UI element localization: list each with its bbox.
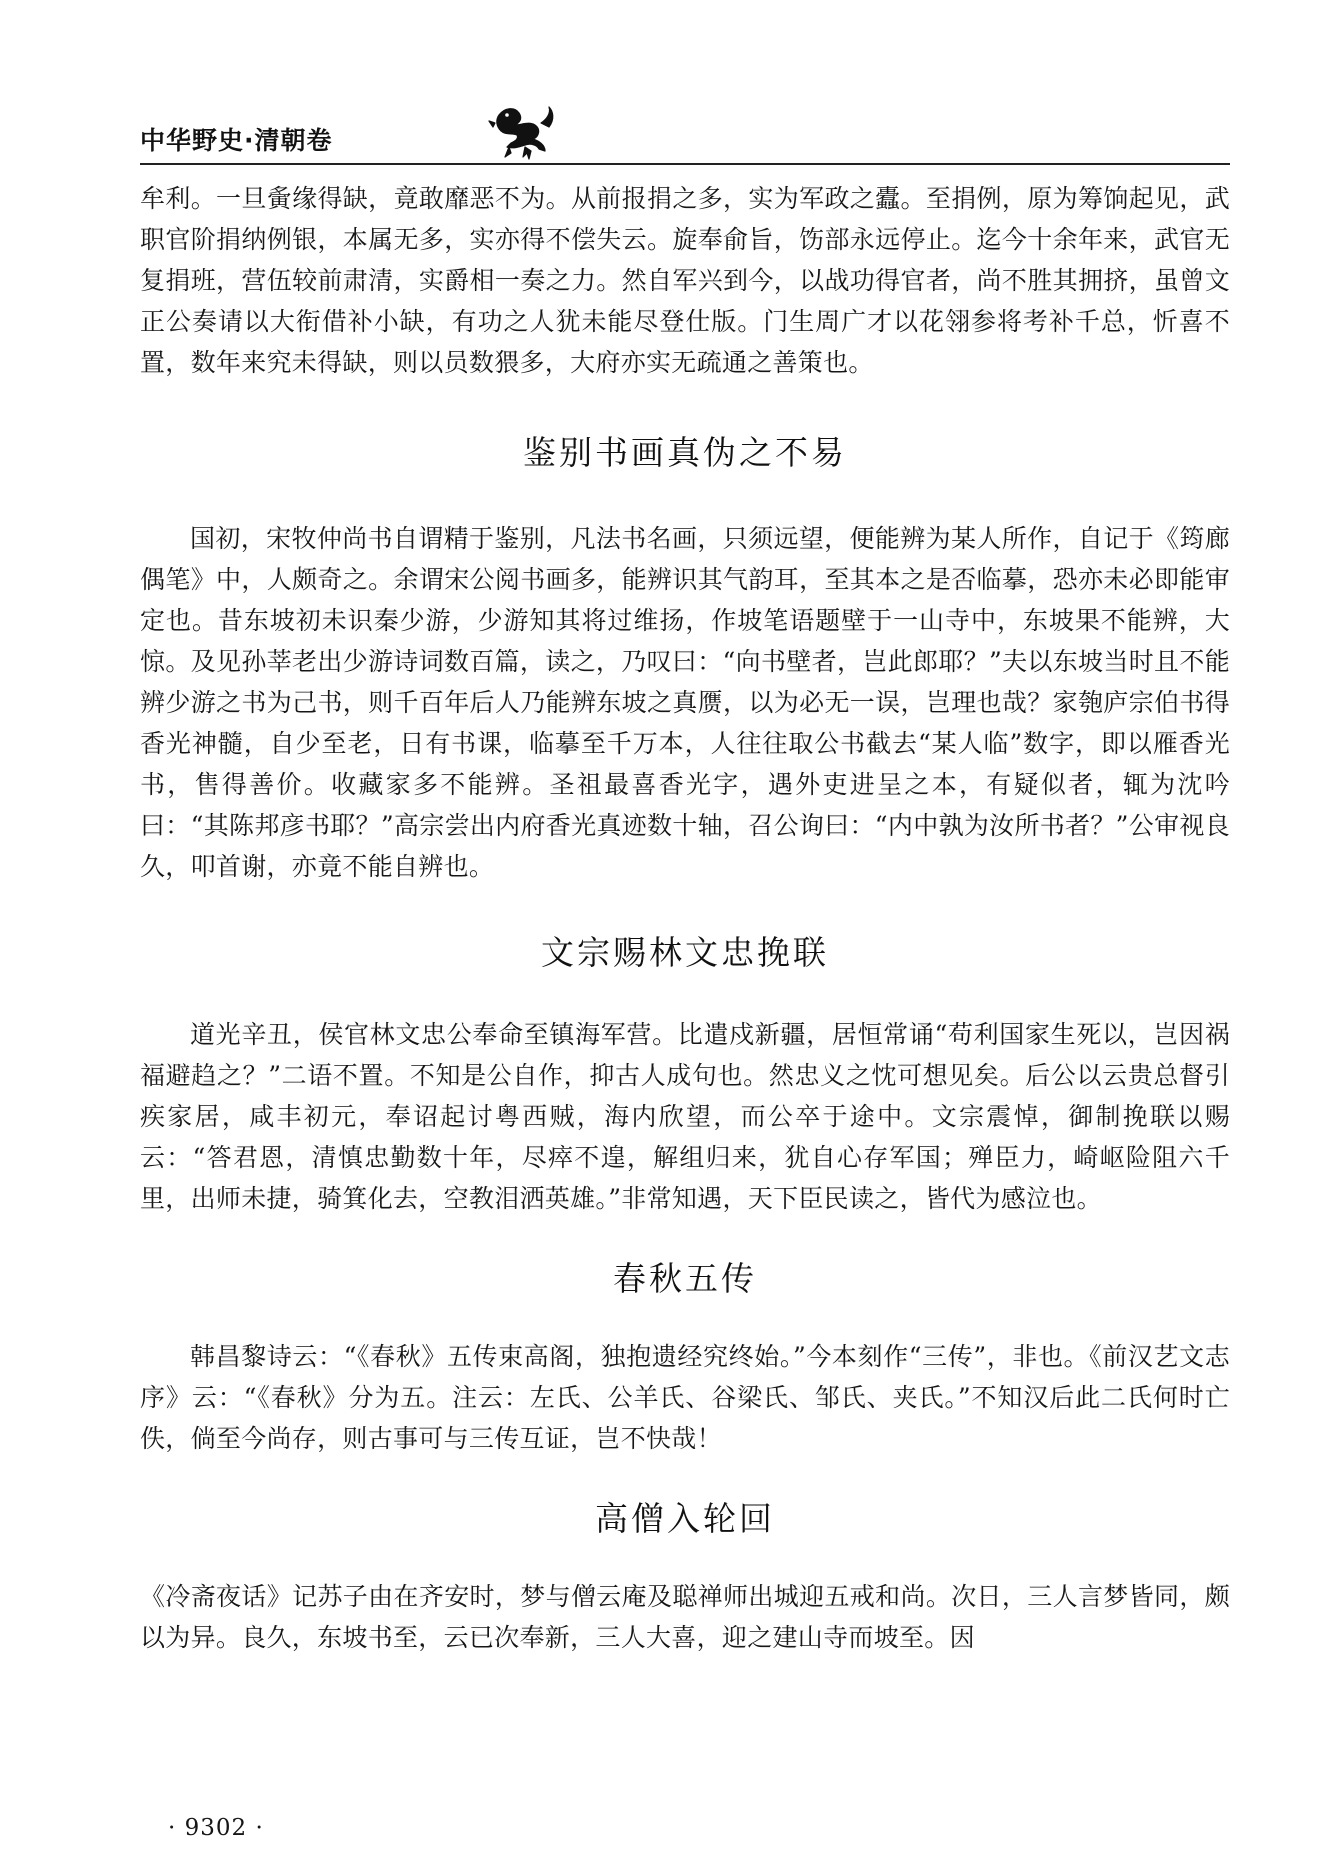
section-title-five-commentaries: 春秋五传 <box>613 1259 757 1298</box>
paragraph-five-commentaries: 韩昌黎诗云：“《春秋》五传束高阁，独抱遗经究终始。”今本刻作“三传”，非也。《前汉艺文志序》云：“《春秋》分为五。注云：左氏、公羊氏、谷梁氏、邹氏、夹氏。”不知汉后此二氏何时亡佚，倘至今尚存，则古事可与三传互证，岂不快哉！ <box>140 1342 1230 1453</box>
paragraph-continued: 牟利。一旦夤缘得缺，竟敢靡恶不为。从前报捐之多，实为军政之蠹。至捐例，原为筹饷起见，武职官阶捐纳例银，本属无多，实亦得不偿失云。旋奉俞旨，饬部永远停止。迄今十余年来，武官无复捐班，营伍较前肃清，实爵相一奏之力。然自军兴到今，以战功得官者，尚不胜其拥挤，虽曾文正公奏请以大衔借补小缺，有功之人犹未能尽登仕版。门生周广才以花翎参将考补千总，忻喜不置，数年来究未得缺，则以员数猥多，大府亦实无疏通之善策也。 <box>140 184 1230 377</box>
book-title: 中华野史·清朝卷 <box>140 126 333 155</box>
page-content <box>140 178 1230 1658</box>
section-title-reincarnation: 高僧入轮回 <box>595 1499 775 1538</box>
paragraph-reincarnation: 《冷斋夜话》记苏子由在齐安时，梦与僧云庵及聪禅师出城迎五戒和尚。次日，三人言梦皆同，颇以为异。良久，东坡书至，云已次奉新，三人大喜，迎之建山寺而坡至。因 <box>140 1582 1230 1652</box>
header-rule <box>140 163 1230 165</box>
running-header <box>140 105 1230 161</box>
section-title-elegiac-couplet: 文宗赐林文忠挽联 <box>541 933 829 972</box>
page-number: · 9302 · <box>168 1815 264 1841</box>
section-title-calligraphy-authentication: 鉴别书画真伪之不易 <box>523 433 847 472</box>
paragraph-calligraphy-authentication: 国初，宋牧仲尚书自谓精于鉴别，凡法书名画，只须远望，便能辨为某人所作，自记于《筠廊偶笔》中，人颇奇之。余谓宋公阅书画多，能辨识其气韵耳，至其本之是否临摹，恐亦未必即能审定也。昔东坡初未识秦少游，少游知其将过维扬，作坡笔语题壁于一山寺中，东坡果不能辨，大惊。及见孙莘老出少游诗词数百篇，读之，乃叹曰：“向书壁者，岂此郎耶？”夫以东坡当时且不能辨少游之书为己书，则千百年后人乃能辨东坡之真赝，以为必无一误，岂理也哉？家匏庐宗伯书得香光神髓，自少至老，日有书课，临摹至千万本，人往往取公书截去“某人临”数字，即以雁香光书，售得善价。收藏家多不能辨。圣祖最喜香光字，遇外吏进呈之本，有疑似者，辄为沈吟曰：“其陈邦彦书耶？”高宗尝出内府香光真迹数十轴，召公询曰：“内中孰为汝所书者？”公审视良久，叩首谢，亦竟不能自辨也。 <box>140 524 1230 881</box>
paragraph-elegiac-couplet: 道光辛丑，侯官林文忠公奉命至镇海军营。比遣戍新疆，居恒常诵“苟利国家生死以，岂因祸福避趋之？”二语不置。不知是公自作，抑古人成句也。然忠义之忱可想见矣。后公以云贵总督引疾家居，咸丰初元，奉诏起讨粤西贼，海内欣望，而公卒于途中。文宗震悼，御制挽联以赐云：“答君恩，清慎忠勤数十年，尽瘁不遑，解组归来，犹自心存军国；殚臣力，崎岖险阻六千里，出师未捷，骑箕化去，空教泪洒英雄。”非常知遇，天下臣民读之，皆代为感泣也。 <box>140 1020 1230 1213</box>
dragon-emblem-icon <box>485 103 557 161</box>
